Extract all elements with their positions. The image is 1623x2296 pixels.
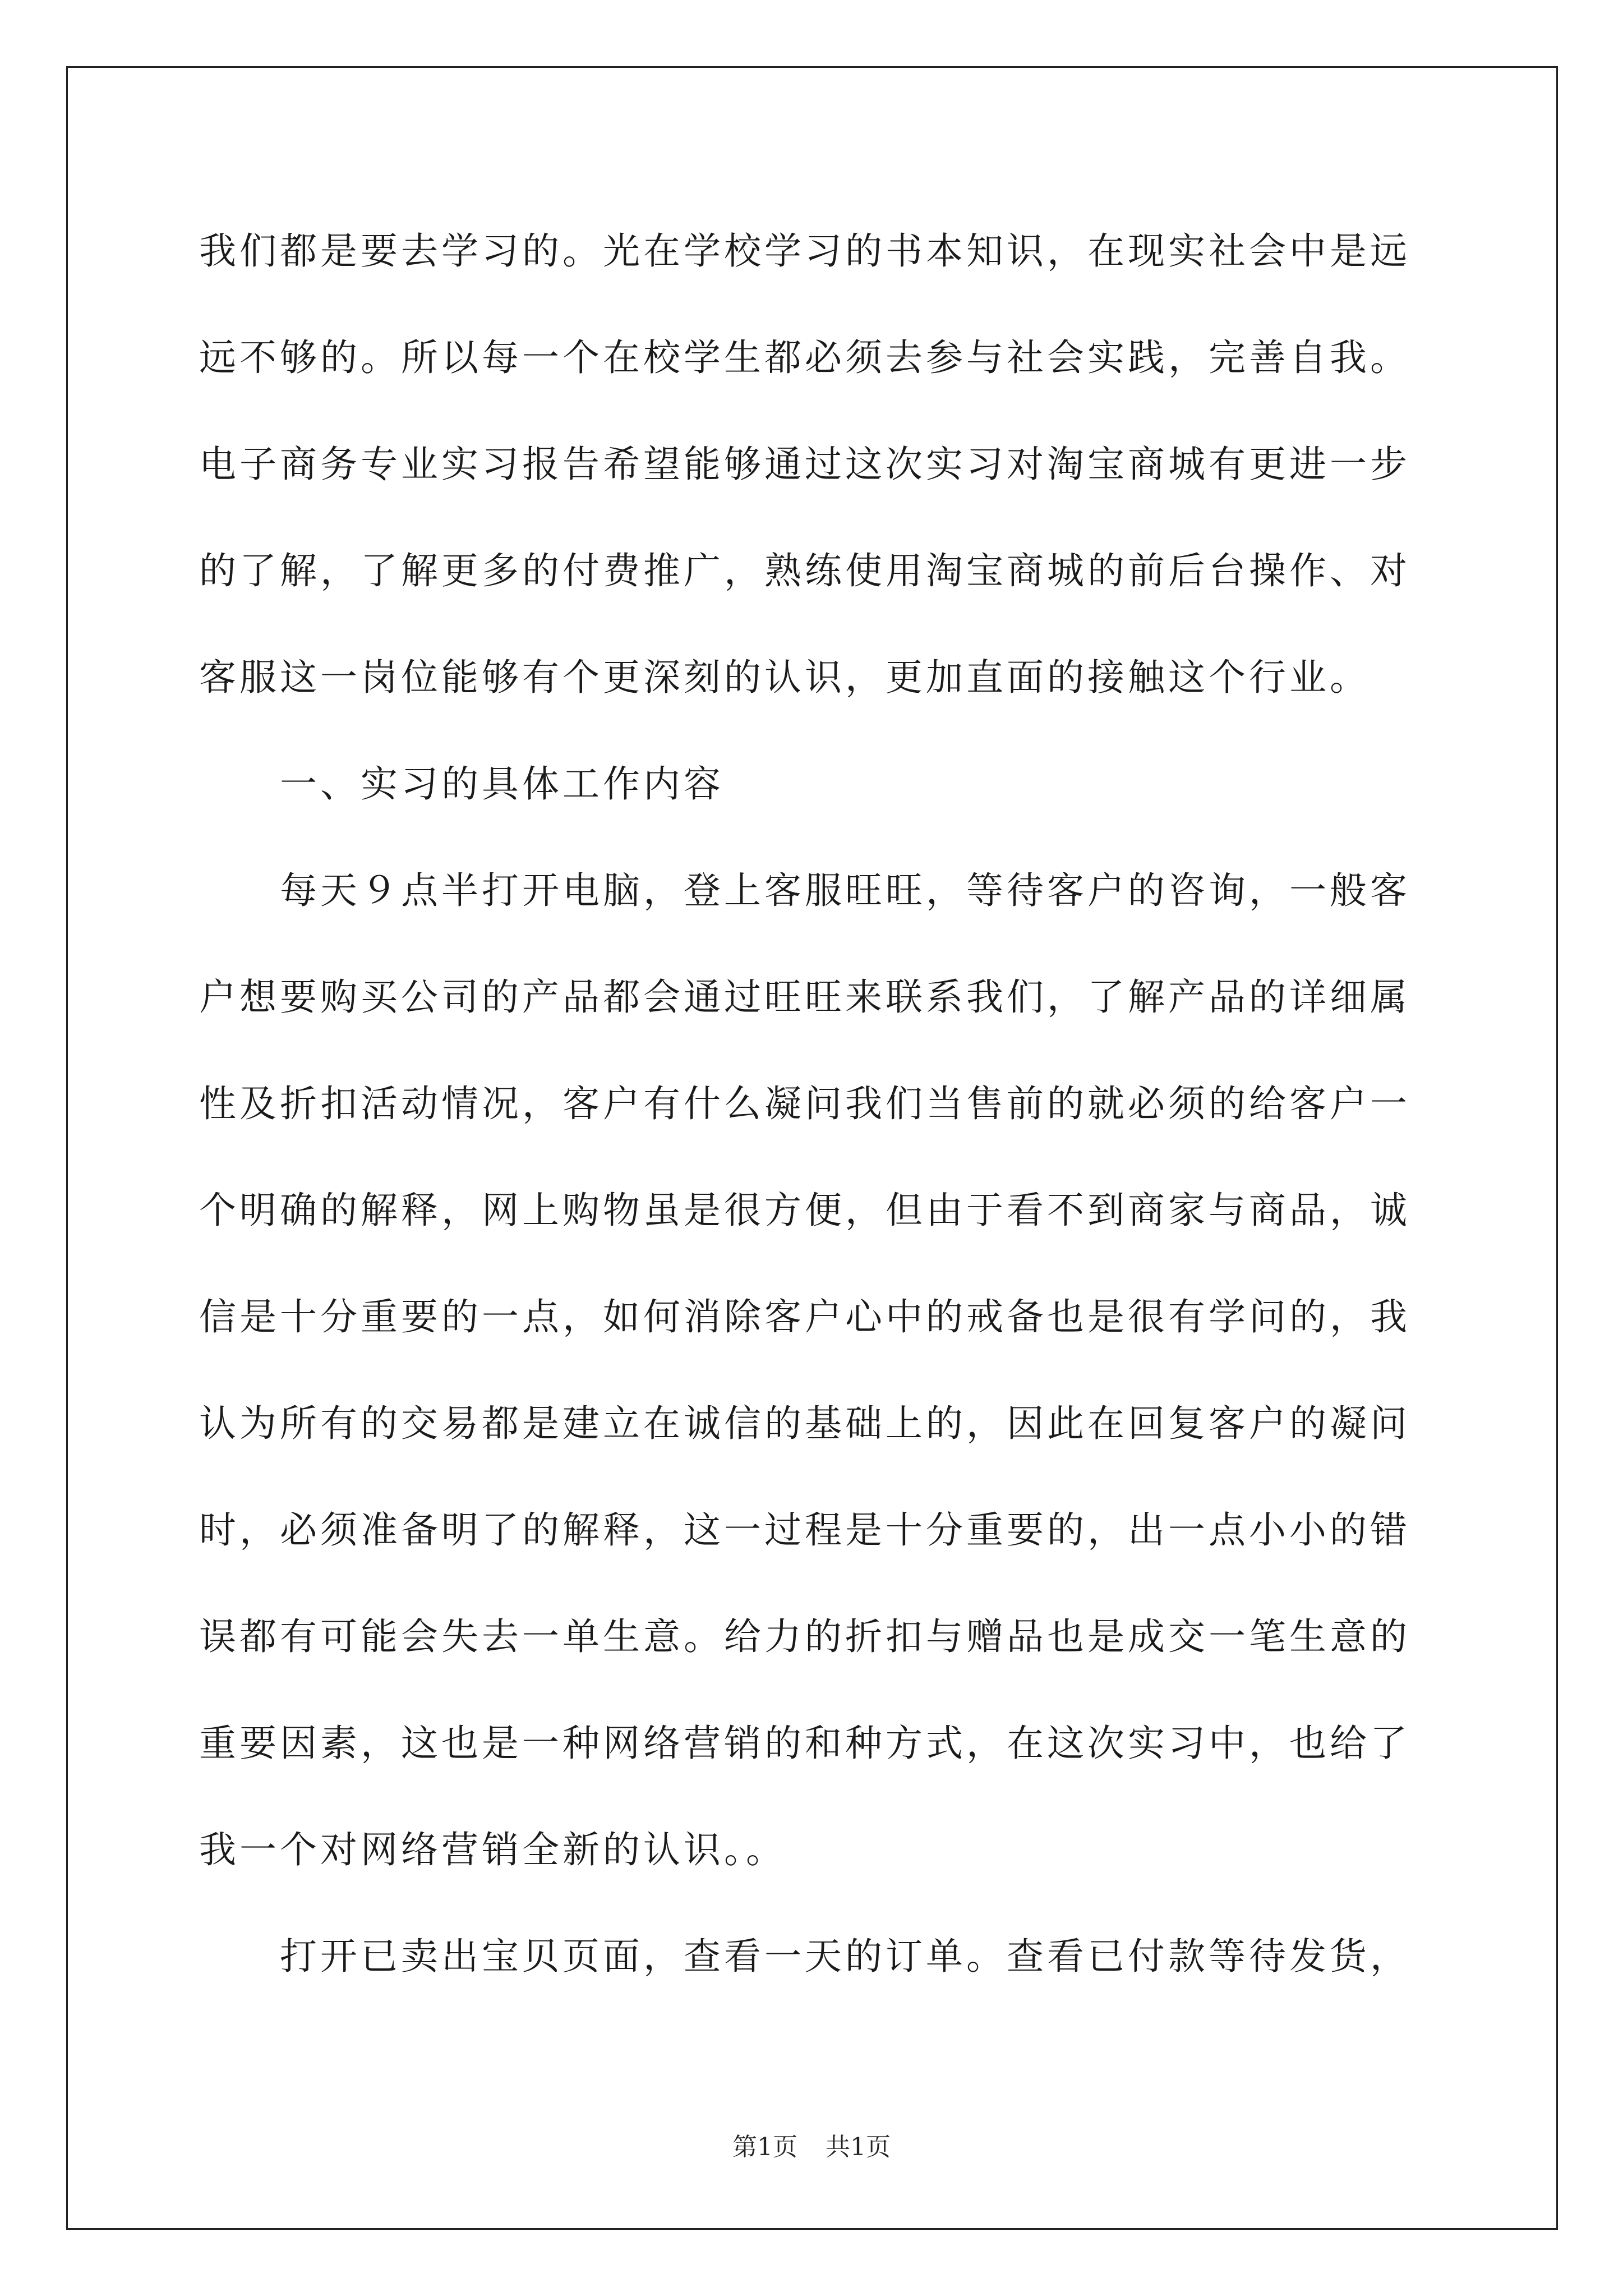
text-line: 客服这一岗位能够有个更深刻的认识，更加直面的接触这个行业。 bbox=[199, 656, 1370, 699]
page-number-current: 第1页 bbox=[732, 2133, 797, 2161]
text-line: 信是十分重要的一点，如何消除客户心中的戒备也是很有学问的，我 bbox=[199, 1295, 1410, 1338]
text-line: 远不够的。所以每一个在校学生都必须去参与社会实践，完善自我。 bbox=[199, 336, 1410, 379]
text-line: 的了解，了解更多的付费推广，熟练使用淘宝商城的前后台操作、对 bbox=[199, 549, 1410, 592]
text-line: 打开已卖出宝贝页面，查看一天的订单。查看已付款等待发货， bbox=[199, 1935, 1410, 1978]
page-number-total: 共1页 bbox=[826, 2133, 891, 2161]
text-line: 性及折扣活动情况，客户有什么凝问我们当售前的就必须的给客户一 bbox=[199, 1082, 1410, 1125]
text-line: 电子商务专业实习报告希望能够通过这次实习对淘宝商城有更进一步 bbox=[199, 443, 1410, 486]
text-line: 时，必须准备明了的解释，这一过程是十分重要的，出一点小小的错 bbox=[199, 1508, 1410, 1552]
text-line: 认为所有的交易都是建立在诚信的基础上的，因此在回复客户的凝问 bbox=[199, 1402, 1410, 1445]
text-line: 误都有可能会失去一单生意。给力的折扣与赠品也是成交一笔生意的 bbox=[199, 1615, 1410, 1658]
page-border bbox=[66, 66, 1558, 2230]
text-line: 个明确的解释，网上购物虽是很方便，但由于看不到商家与商品，诚 bbox=[199, 1189, 1410, 1232]
text-line: 我一个对网络营销全新的认识。。 bbox=[199, 1828, 786, 1871]
text-line: 我们都是要去学习的。光在学校学习的书本知识，在现实社会中是远 bbox=[199, 229, 1410, 273]
text-line: 每天９点半打开电脑，登上客服旺旺，等待客户的咨询，一般客 bbox=[199, 869, 1410, 912]
section-heading: 一、实习的具体工作内容 bbox=[199, 762, 724, 806]
text-line: 重要因素，这也是一种网络营销的和种方式，在这次实习中，也给了 bbox=[199, 1722, 1410, 1765]
page-footer bbox=[0, 2132, 1623, 2163]
text-line: 户想要购买公司的产品都会通过旺旺来联系我们，了解产品的详细属 bbox=[199, 976, 1410, 1019]
